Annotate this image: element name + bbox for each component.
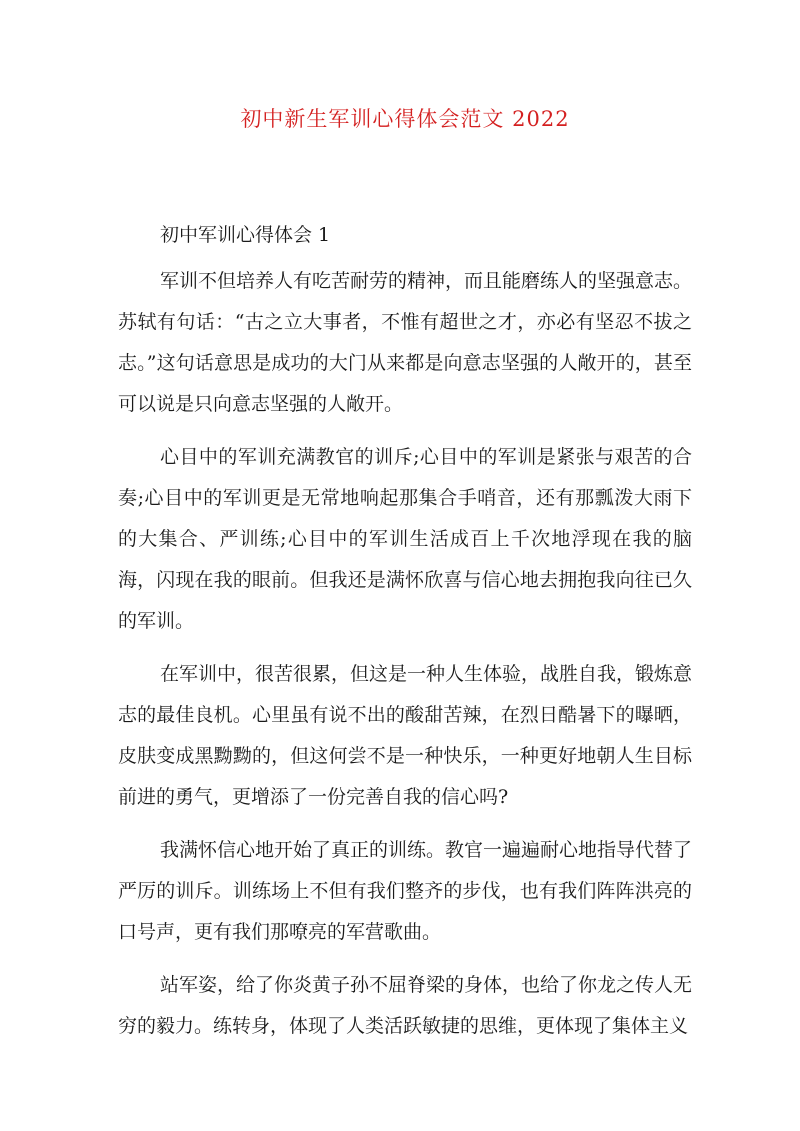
paragraph-1: 军训不但培养人有吃苦耐劳的精神，而且能磨练人的坚强意志。苏轼有句话：“古之立大事者，不惟有超世之才，亦必有坚忍不拔之志。”这句话意思是成功的大门从来都是向意志坚强的人敞开的，甚至可以说是只向意志坚强的人敞开。	[118, 270, 693, 415]
paragraph-5: 站军姿，给了你炎黄子孙不屈脊梁的身体，也给了你龙之传人无穷的毅力。练转身，体现了人类活跃敏捷的思维，更体现了集体主义	[118, 974, 693, 1037]
paragraph-2: 心目中的军训充满教官的训斥;心目中的军训是紧张与艰苦的合奏;心目中的军训更是无常地响起那集合手哨音，还有那瓢泼大雨下的大集合、严训练;心目中的军训生活成百上千次地浮现在我的脑海，闪现在我的眼前。但我还是满怀欣喜与信心地去拥抱我向往已久的军训。	[118, 446, 692, 632]
paragraph-4: 我满怀信心地开始了真正的训练。教官一遍遍耐心地指导代替了严厉的训斥。训练场上不但有我们整齐的步伐，也有我们阵阵洪亮的口号声，更有我们那嘹亮的军营歌曲。	[118, 839, 693, 943]
section-heading: 初中军训心得体会 1	[160, 224, 331, 246]
paragraph-3: 在军训中，很苦很累，但这是一种人生体验，战胜自我，锻炼意志的最佳良机。心里虽有说不出的酸甜苦辣，在烈日酷暑下的曝晒，皮肤变成黑黝黝的，但这何尝不是一种快乐，一种更好地朝人生目标前进的勇气，更增添了一份完善自我的信心吗?	[118, 663, 693, 808]
document-title: 初中新生军训心得体会范文 2022	[240, 107, 570, 131]
